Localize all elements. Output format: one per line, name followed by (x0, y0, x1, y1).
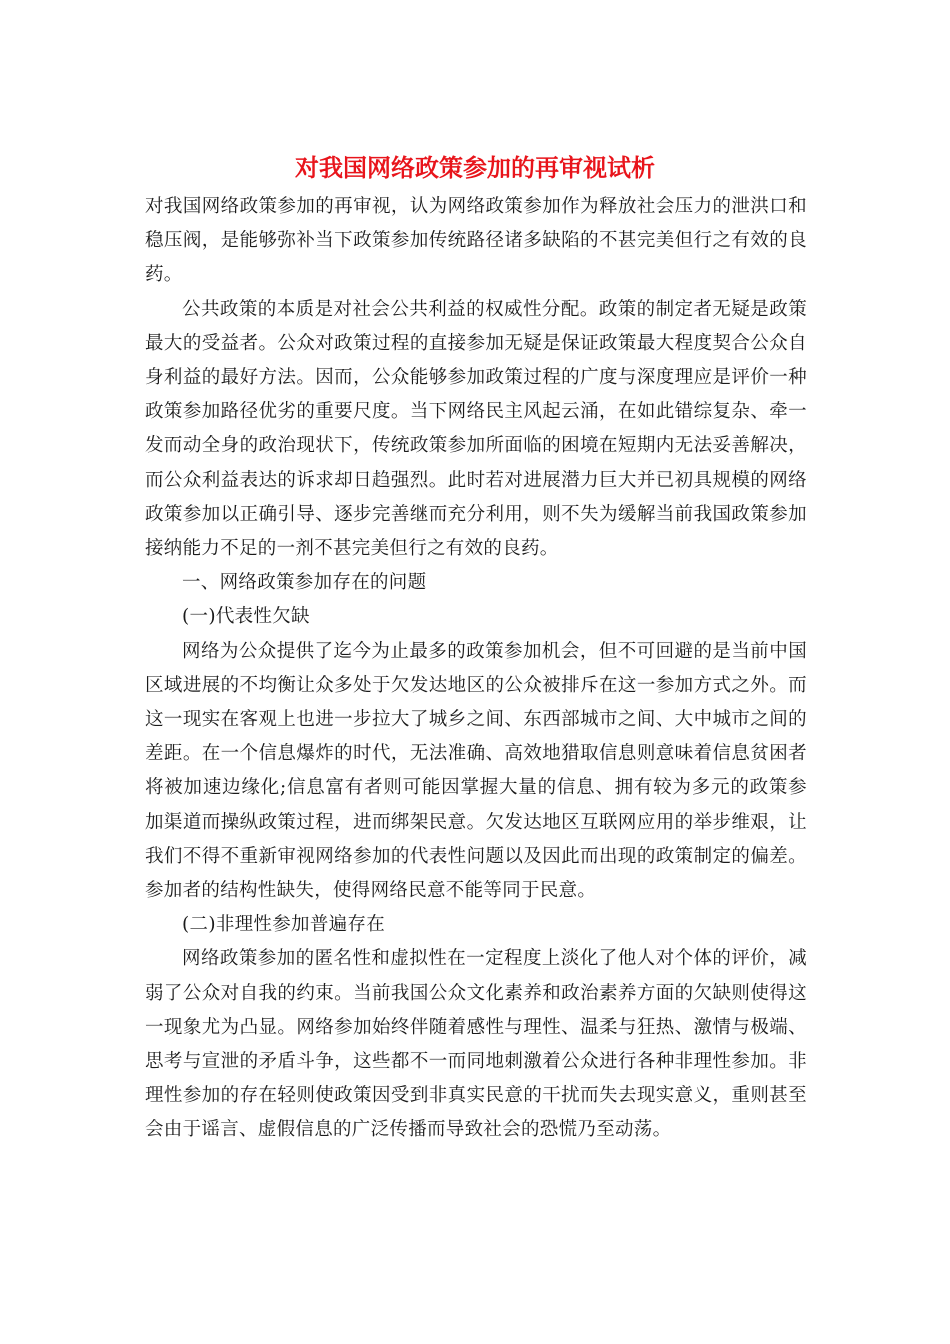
body-paragraph: 网络政策参加的匿名性和虚拟性在一定程度上淡化了他人对个体的评价，减弱了公众对自我的约束。当前我国公众文化素养和政治素养方面的欠缺则使得这一现象尤为凸显。网络参加始终伴随着感性与理性、温柔与狂热、激情与极端、思考与宣泄的矛盾斗争，这些都不一而同地刺激着公众进行各种非理性参加。非理性参加的存在轻则使政策因受到非真实民意的干扰而失去现实意义，重则甚至会由于谣言、虚假信息的广泛传播而导致社会的恐慌乃至动荡。 (145, 948, 807, 1141)
section-heading: 一、网络政策参加存在的问题 (182, 572, 427, 594)
subsection-heading: (二)非理性参加普遍存在 (182, 914, 386, 936)
intro-paragraph: 对我国网络政策参加的再审视，认为网络政策参加作为释放社会压力的泄洪口和稳压阀，是能够弥补当下政策参加传统路径诸多缺陷的不甚完美但行之有效的良药。 (145, 196, 807, 286)
subsection-heading: (一)代表性欠缺 (182, 606, 310, 628)
body-paragraph: 公共政策的本质是对社会公共利益的权威性分配。政策的制定者无疑是政策最大的受益者。公众对政策过程的直接参加无疑是保证政策最大程度契合公众自身利益的最好方法。因而，公众能够参加政策过程的广度与深度理应是评价一种政策参加路径优劣的重要尺度。当下网络民主风起云涌，在如此错综复杂、牵一发而动全身的政治现状下，传统政策参加所面临的困境在短期内无法妥善解决，而公众利益表达的诉求却日趋强烈。此时若对进展潜力巨大并已初具规模的网络政策参加以正确引导、逐步完善继而充分利用，则不失为缓解当前我国政策参加接纳能力不足的一剂不甚完美但行之有效的良药。 (145, 298, 807, 560)
body-paragraph: 网络为公众提供了迄今为止最多的政策参加机会，但不可回避的是当前中国区域进展的不均衡让众多处于欠发达地区的公众被排斥在这一参加方式之外。而这一现实在客观上也进一步拉大了城乡之间、东西部城市之间、大中城市之间的差距。在一个信息爆炸的时代，无法准确、高效地猎取信息则意味着信息贫困者将被加速边缘化;信息富有者则可能因掌握大量的信息、拥有较为多元的政策参加渠道而操纵政策过程，进而绑架民意。欠发达地区互联网应用的举步维艰，让我们不得不重新审视网络参加的代表性问题以及因此而出现的政策制定的偏差。参加者的结构性缺失，使得网络民意不能等同于民意。 (145, 640, 807, 902)
document-body (145, 190, 807, 1148)
document-title: 对我国网络政策参加的再审视试析 (295, 154, 655, 182)
